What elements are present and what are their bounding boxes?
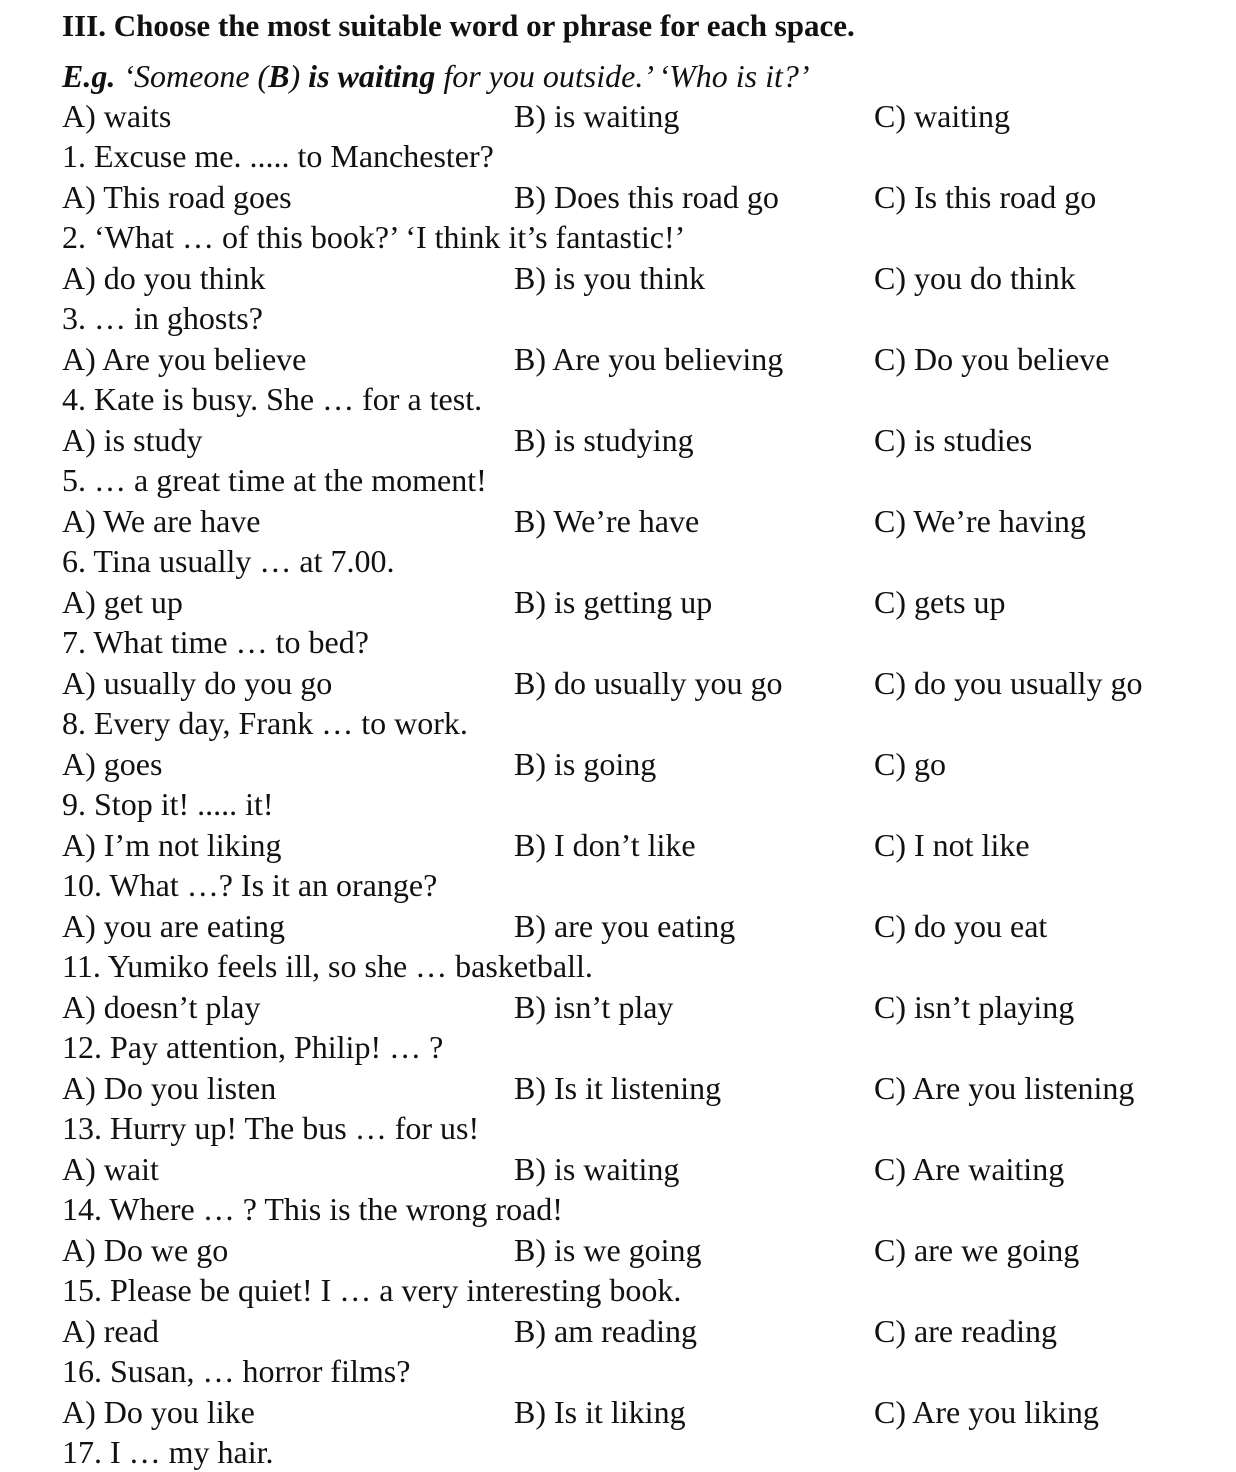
option-c: C) are reading	[874, 1312, 1058, 1349]
question-text: 16. Susan, … horror films?	[62, 1353, 411, 1389]
question-text: 11. Yumiko feels ill, so she … basketball.	[62, 948, 593, 984]
question-text: 14. Where … ? This is the wrong road!	[62, 1191, 563, 1227]
section-heading: III. Choose the most suitable word or phrase for each space.	[62, 8, 855, 43]
option-a: A) is study	[62, 421, 203, 458]
option-c: C) you do think	[874, 259, 1076, 296]
question-text: 12. Pay attention, Philip! … ?	[62, 1029, 444, 1065]
option-a: A) We are have	[62, 502, 261, 539]
option-c: C) Are you listening	[874, 1069, 1135, 1106]
option-b: B) Are you believing	[514, 340, 784, 377]
option-b: B) is going	[514, 745, 657, 782]
example-option-c: C) waiting	[874, 98, 1010, 134]
option-a: A) I’m not liking	[62, 826, 282, 863]
option-b: B) I don’t like	[514, 826, 696, 863]
option-c: C) Do you believe	[874, 340, 1110, 377]
option-b: B) do usually you go	[514, 664, 783, 701]
option-b: B) is studying	[514, 421, 694, 458]
option-a: A) This road goes	[62, 178, 292, 215]
option-a: A) Do you listen	[62, 1069, 277, 1106]
option-a: A) usually do you go	[62, 664, 333, 701]
option-c: C) Are waiting	[874, 1150, 1065, 1187]
option-b: B) am reading	[514, 1312, 698, 1349]
question-text: 1. Excuse me. ..... to Manchester?	[62, 138, 494, 174]
option-c: C) Are you liking	[874, 1393, 1099, 1430]
option-b: B) is getting up	[514, 583, 713, 620]
question-text: 17. I … my hair.	[62, 1434, 274, 1470]
option-a: A) Do you like	[62, 1393, 255, 1430]
question-text: 15. Please be quiet! I … a very interesting book.	[62, 1272, 682, 1308]
option-b: B) Is it liking	[514, 1393, 686, 1430]
example-text-before: ‘Someone (	[115, 58, 269, 94]
question-text: 4. Kate is busy. She … for a test.	[62, 381, 483, 417]
example-option-b: B) is waiting	[514, 98, 680, 134]
option-b: B) Is it listening	[514, 1069, 722, 1106]
example-text-after: for you outside.’ ‘Who is it?’	[435, 58, 810, 94]
option-b: B) is waiting	[514, 1150, 680, 1187]
question-text: 2. ‘What … of this book?’ ‘I think it’s fantastic!’	[62, 219, 686, 255]
option-b: B) Does this road go	[514, 178, 779, 215]
option-b: B) are you eating	[514, 907, 736, 944]
example-prefix: E.g.	[62, 58, 116, 94]
option-c: C) Is this road go	[874, 178, 1097, 215]
option-c: C) do you usually go	[874, 664, 1143, 701]
question-text: 13. Hurry up! The bus … for us!	[62, 1110, 480, 1146]
question-text: 9. Stop it! ..... it!	[62, 786, 274, 822]
example-letter: B	[268, 58, 290, 94]
option-a: A) read	[62, 1312, 159, 1349]
example-answer: is waiting	[308, 58, 436, 94]
example-option-a: A) waits	[62, 98, 172, 134]
option-a: A) doesn’t play	[62, 988, 261, 1025]
question-text: 5. … a great time at the moment!	[62, 462, 487, 498]
option-b: B) is we going	[514, 1231, 702, 1268]
option-a: A) wait	[62, 1150, 159, 1187]
option-c: C) go	[874, 745, 946, 782]
example-text-middle: )	[289, 58, 309, 94]
option-a: A) do you think	[62, 259, 266, 296]
option-c: C) is studies	[874, 421, 1033, 458]
option-b: B) isn’t play	[514, 988, 674, 1025]
question-text: 7. What time … to bed?	[62, 624, 369, 660]
example-sentence	[62, 56, 810, 96]
option-c: C) do you eat	[874, 907, 1048, 944]
option-c: C) isn’t playing	[874, 988, 1075, 1025]
option-b: B) is you think	[514, 259, 706, 296]
question-text: 10. What …? Is it an orange?	[62, 867, 438, 903]
option-c: C) We’re having	[874, 502, 1086, 539]
question-text: 3. … in ghosts?	[62, 300, 263, 336]
option-a: A) Do we go	[62, 1231, 229, 1268]
option-c: C) are we going	[874, 1231, 1080, 1268]
option-a: A) Are you believe	[62, 340, 307, 377]
option-b: B) We’re have	[514, 502, 700, 539]
option-a: A) goes	[62, 745, 163, 782]
option-c: C) I not like	[874, 826, 1030, 863]
option-a: A) get up	[62, 583, 183, 620]
question-text: 6. Tina usually … at 7.00.	[62, 543, 395, 579]
question-text: 8. Every day, Frank … to work.	[62, 705, 468, 741]
option-a: A) you are eating	[62, 907, 286, 944]
option-c: C) gets up	[874, 583, 1006, 620]
